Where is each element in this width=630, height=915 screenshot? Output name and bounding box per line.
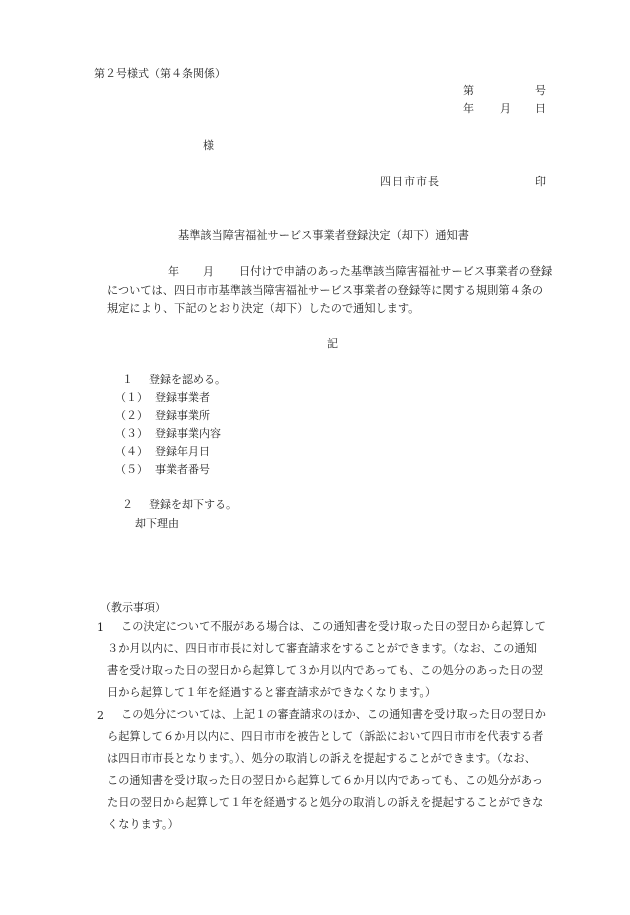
notice-item-2-line: ら起算して６か月以内に、四日市市を被告として（訴訟において四日市市を代表する者 xyxy=(107,730,544,743)
reject-heading: 登録を却下する。 xyxy=(149,498,237,511)
document-number-label: 第 xyxy=(463,84,474,97)
approve-item-2-number: （２） xyxy=(115,409,148,422)
approve-heading: 登録を認める。 xyxy=(149,373,226,386)
seal-mark: 印 xyxy=(535,175,546,188)
notice-heading: （教示事項） xyxy=(100,601,166,614)
notice-item-1-text xyxy=(97,616,577,704)
approve-item-1-number: （１） xyxy=(115,391,148,404)
date-year-label: 年 xyxy=(463,102,474,115)
body-date-month: 月 xyxy=(203,265,214,278)
reject-reason-label: 却下理由 xyxy=(135,517,179,530)
approve-item-3-number: （３） xyxy=(115,427,148,440)
notice-item-1-line: この決定について不服がある場合は、この通知書を受け取った日の翌日から起算して xyxy=(121,620,546,633)
document-title: 基準該当障害福祉サービス事業者登録決定（却下）通知書 xyxy=(178,229,469,242)
notice-item-2-line: た日の翌日から起算して１年を経過すると処分の取消しの訴えを提起することができな xyxy=(107,796,544,809)
addressee-honorific: 様 xyxy=(203,139,214,152)
ki-mark: 記 xyxy=(327,337,338,350)
body-date-year: 年 xyxy=(168,265,179,278)
notice-item-2-line: この通知書を受け取った日の翌日から起算して６か月以内であっても、この処分があっ xyxy=(107,774,544,787)
reject-number: ２ xyxy=(122,498,133,511)
notice-item-2-line: は四日市市長となります。）、処分の取消しの訴えを提起することができます。（なお、 xyxy=(107,752,536,765)
approve-item-4-label: 登録年月日 xyxy=(155,445,210,458)
notice-item-1-line: ３か月以内に、四日市市長に対して審査請求をすることができます。（なお、この通知 xyxy=(107,642,537,655)
body-line-1: 日付けで申請のあった基準該当障害福祉サービス事業者の登録 xyxy=(239,265,553,278)
approve-item-1-label: 登録事業者 xyxy=(155,391,210,404)
document-number-suffix: 号 xyxy=(535,84,546,97)
notice-item-2-text xyxy=(97,704,577,836)
notice-item-2-line: くなります。） xyxy=(107,818,179,831)
notice-item-1-number: 1 xyxy=(97,621,104,634)
form-label: 第２号様式（第４条関係） xyxy=(94,67,226,80)
notice-item-2-line: この処分については、上記１の審査請求のほか、この通知書を受け取った日の翌日か xyxy=(121,708,546,721)
notice-item-1-line: 日から起算して１年を経過すると審査請求ができなくなります。） xyxy=(107,686,437,699)
body-line-2: については、四日市市基準該当障害福祉サービス事業者の登録等に関する規則第４条の xyxy=(107,284,544,297)
approve-item-5-label: 事業者番号 xyxy=(155,463,210,476)
issuer-name: 四日市市長 xyxy=(380,175,440,188)
approve-item-4-number: （４） xyxy=(115,445,148,458)
body-line-3: 規定により、下記のとおり決定（却下）したので通知します。 xyxy=(107,302,420,315)
approve-item-2-label: 登録事業所 xyxy=(155,409,210,422)
approve-number: １ xyxy=(122,373,133,386)
date-day-label: 日 xyxy=(535,102,546,115)
date-month-label: 月 xyxy=(500,102,511,115)
notice-item-1-line: 書を受け取った日の翌日から起算して３か月以内であっても、この処分のあった日の翌 xyxy=(107,664,544,677)
approve-item-3-label: 登録事業内容 xyxy=(155,427,221,440)
approve-item-5-number: （５） xyxy=(115,463,148,476)
notice-item-2-number: 2 xyxy=(97,709,104,722)
